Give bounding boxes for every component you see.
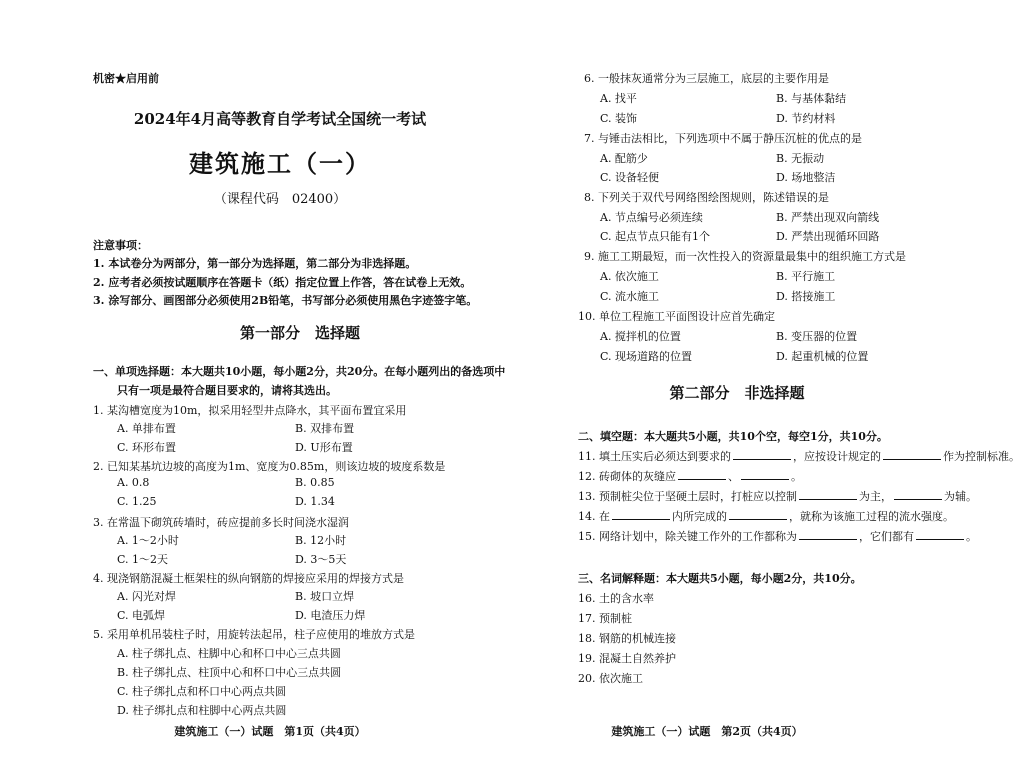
option: A. 单排布置 [117, 422, 176, 435]
fill-in-question [578, 528, 977, 544]
option: D. 柱子绑扎点和柱脚中心两点共圆 [117, 704, 287, 717]
page-footer: 建筑施工（一）试题 第2页（共4页） [611, 725, 803, 738]
exam-title: 2024年4月高等教育自学考试全国统一考试 [133, 110, 427, 128]
question-stem: 6. 一般抹灰通常分为三层施工，底层的主要作用是 [584, 72, 829, 85]
answer-blank[interactable] [799, 529, 857, 540]
fill-text: 11. 填土压实后必须达到要求的 [578, 450, 731, 463]
option: C. 装饰 [600, 112, 638, 125]
question-stem: 10. 单位工程施工平面图设计应首先确定 [578, 310, 775, 323]
answer-blank[interactable] [612, 509, 670, 520]
fill-in-question [578, 488, 977, 504]
answer-blank[interactable] [916, 529, 964, 540]
option: A. 搅拌机的位置 [600, 330, 681, 343]
term-question: 17. 预制桩 [578, 612, 632, 625]
option: A. 节点编号必须连续 [600, 211, 703, 224]
answer-blank[interactable] [678, 469, 726, 480]
option: D. 1.34 [295, 495, 335, 508]
course-code: （课程代码 02400） [213, 192, 347, 207]
question-stem: 3. 在常温下砌筑砖墙时，砖应提前多长时间浇水湿润 [93, 516, 349, 529]
answer-blank[interactable] [883, 449, 941, 460]
option: C. 环形布置 [117, 441, 177, 454]
question-stem: 1. 某沟槽宽度为10m，拟采用轻型井点降水，其平面布置宜采用 [93, 404, 407, 417]
fill-text: 12. 砖砌体的灰缝应 [578, 470, 676, 483]
notes-heading: 注意事项： [93, 239, 148, 252]
option: C. 柱子绑扎点和杯口中心两点共圆 [117, 685, 287, 698]
fill-text: 13. 预制桩尖位于坚硬土层时，打桩应以控制 [578, 490, 797, 503]
section1-instructions: 一、单项选择题：本大题共10小题，每小题2分，共20分。在每小题列出的备选项中 [93, 365, 506, 378]
answer-blank[interactable] [799, 489, 857, 500]
question-stem: 2. 已知某基坑边坡的高度为1m、宽度为0.85m，则该边坡的坡度系数是 [93, 460, 446, 473]
fill-text: 15. 网络计划中，除关键工作外的工作都称为 [578, 530, 797, 543]
term-question: 20. 依次施工 [578, 672, 643, 685]
confidential-mark: 机密★启用前 [93, 72, 159, 85]
fill-text: 为主， [859, 490, 892, 503]
option: B. 严禁出现双向箭线 [776, 211, 880, 224]
fill-text: ，就称为该施工过程的流水强度。 [789, 510, 954, 523]
fill-in-question [578, 508, 954, 524]
question-stem: 5. 采用单机吊装柱子时，用旋转法起吊，柱子应使用的堆放方式是 [93, 628, 415, 641]
question-stem: 7. 与锤击法相比，下列选项中不属于静压沉桩的优点的是 [584, 132, 862, 145]
answer-blank[interactable] [729, 509, 787, 520]
option: B. 坡口立焊 [295, 590, 355, 603]
option: A. 1～2小时 [117, 534, 179, 547]
fill-text: 。 [791, 470, 802, 483]
page-footer: 建筑施工（一）试题 第1页（共4页） [174, 725, 366, 738]
option: A. 柱子绑扎点、柱脚中心和杯口中心三点共圆 [117, 647, 341, 660]
option: C. 现场道路的位置 [600, 350, 693, 363]
option: D. 搭接施工 [776, 290, 836, 303]
fill-text: 作为控制标准。 [943, 450, 1020, 463]
subject-title: 建筑施工（一） [189, 149, 371, 178]
option: A. 0.8 [117, 476, 150, 489]
question-stem: 4. 现浇钢筋混凝土框架柱的纵向钢筋的焊接应采用的焊接方式是 [93, 572, 404, 585]
answer-blank[interactable] [894, 489, 942, 500]
fill-text: ，它们都有 [859, 530, 914, 543]
option: B. 平行施工 [776, 270, 836, 283]
term-question: 16. 土的含水率 [578, 592, 654, 605]
note-item: 3. 涂写部分、画图部分必须使用2B铅笔，书写部分必须使用黑色字迹签字笔。 [93, 294, 478, 307]
option: A. 依次施工 [600, 270, 659, 283]
answer-blank[interactable] [733, 449, 791, 460]
option: B. 柱子绑扎点、柱顶中心和杯口中心三点共圆 [117, 666, 342, 679]
option: B. 与基体黏结 [776, 92, 847, 105]
part1-title: 第一部分 选择题 [239, 324, 360, 342]
note-item: 1. 本试卷分为两部分，第一部分为选择题，第二部分为非选择题。 [93, 257, 417, 270]
exam-page-2 [512, 0, 1024, 784]
option: D. 3～5天 [295, 553, 347, 566]
section2-instructions: 二、填空题：本大题共5小题，共10个空，每空1分，共10分。 [578, 430, 888, 443]
question-stem: 9. 施工工期最短，而一次性投入的资源量最集中的组织施工方式是 [584, 250, 906, 263]
option: A. 闪光对焊 [117, 590, 176, 603]
option: C. 1～2天 [117, 553, 169, 566]
option: D. 节约材料 [776, 112, 836, 125]
option: B. 12小时 [295, 534, 347, 547]
option: D. U形布置 [295, 441, 353, 454]
option: D. 场地整洁 [776, 171, 836, 184]
fill-in-question [578, 448, 1020, 464]
section1-instructions-cont: 只有一项是最符合题目要求的，请将其选出。 [117, 384, 337, 397]
option: C. 电弧焊 [117, 609, 166, 622]
option: A. 找平 [600, 92, 637, 105]
fill-text: 。 [966, 530, 977, 543]
note-item: 2. 应考者必须按试题顺序在答题卡（纸）指定位置上作答，答在试卷上无效。 [93, 276, 472, 289]
part2-title: 第二部分 非选择题 [669, 384, 805, 402]
fill-text: 内所完成的 [672, 510, 727, 523]
fill-text: 14. 在 [578, 510, 610, 523]
option: C. 流水施工 [600, 290, 660, 303]
fill-text: ，应按设计规定的 [793, 450, 881, 463]
option: D. 严禁出现循环回路 [776, 230, 880, 243]
option: D. 电渣压力焊 [295, 609, 366, 622]
option: C. 1.25 [117, 495, 157, 508]
option: B. 0.85 [295, 476, 335, 489]
question-stem: 8. 下列关于双代号网络图绘图规则，陈述错误的是 [584, 191, 829, 204]
option: C. 设备轻便 [600, 171, 660, 184]
option: D. 起重机械的位置 [776, 350, 869, 363]
term-question: 18. 钢筋的机械连接 [578, 632, 676, 645]
option: B. 无振动 [776, 152, 825, 165]
option: A. 配筋少 [600, 152, 648, 165]
answer-blank[interactable] [741, 469, 789, 480]
fill-in-question [578, 468, 802, 484]
option: B. 双排布置 [295, 422, 355, 435]
term-question: 19. 混凝土自然养护 [578, 652, 676, 665]
option: B. 变压器的位置 [776, 330, 858, 343]
fill-text: 、 [728, 470, 739, 483]
fill-text: 为辅。 [944, 490, 977, 503]
section3-instructions: 三、名词解释题：本大题共5小题，每小题2分，共10分。 [578, 572, 862, 585]
option: C. 起点节点只能有1个 [600, 230, 711, 243]
